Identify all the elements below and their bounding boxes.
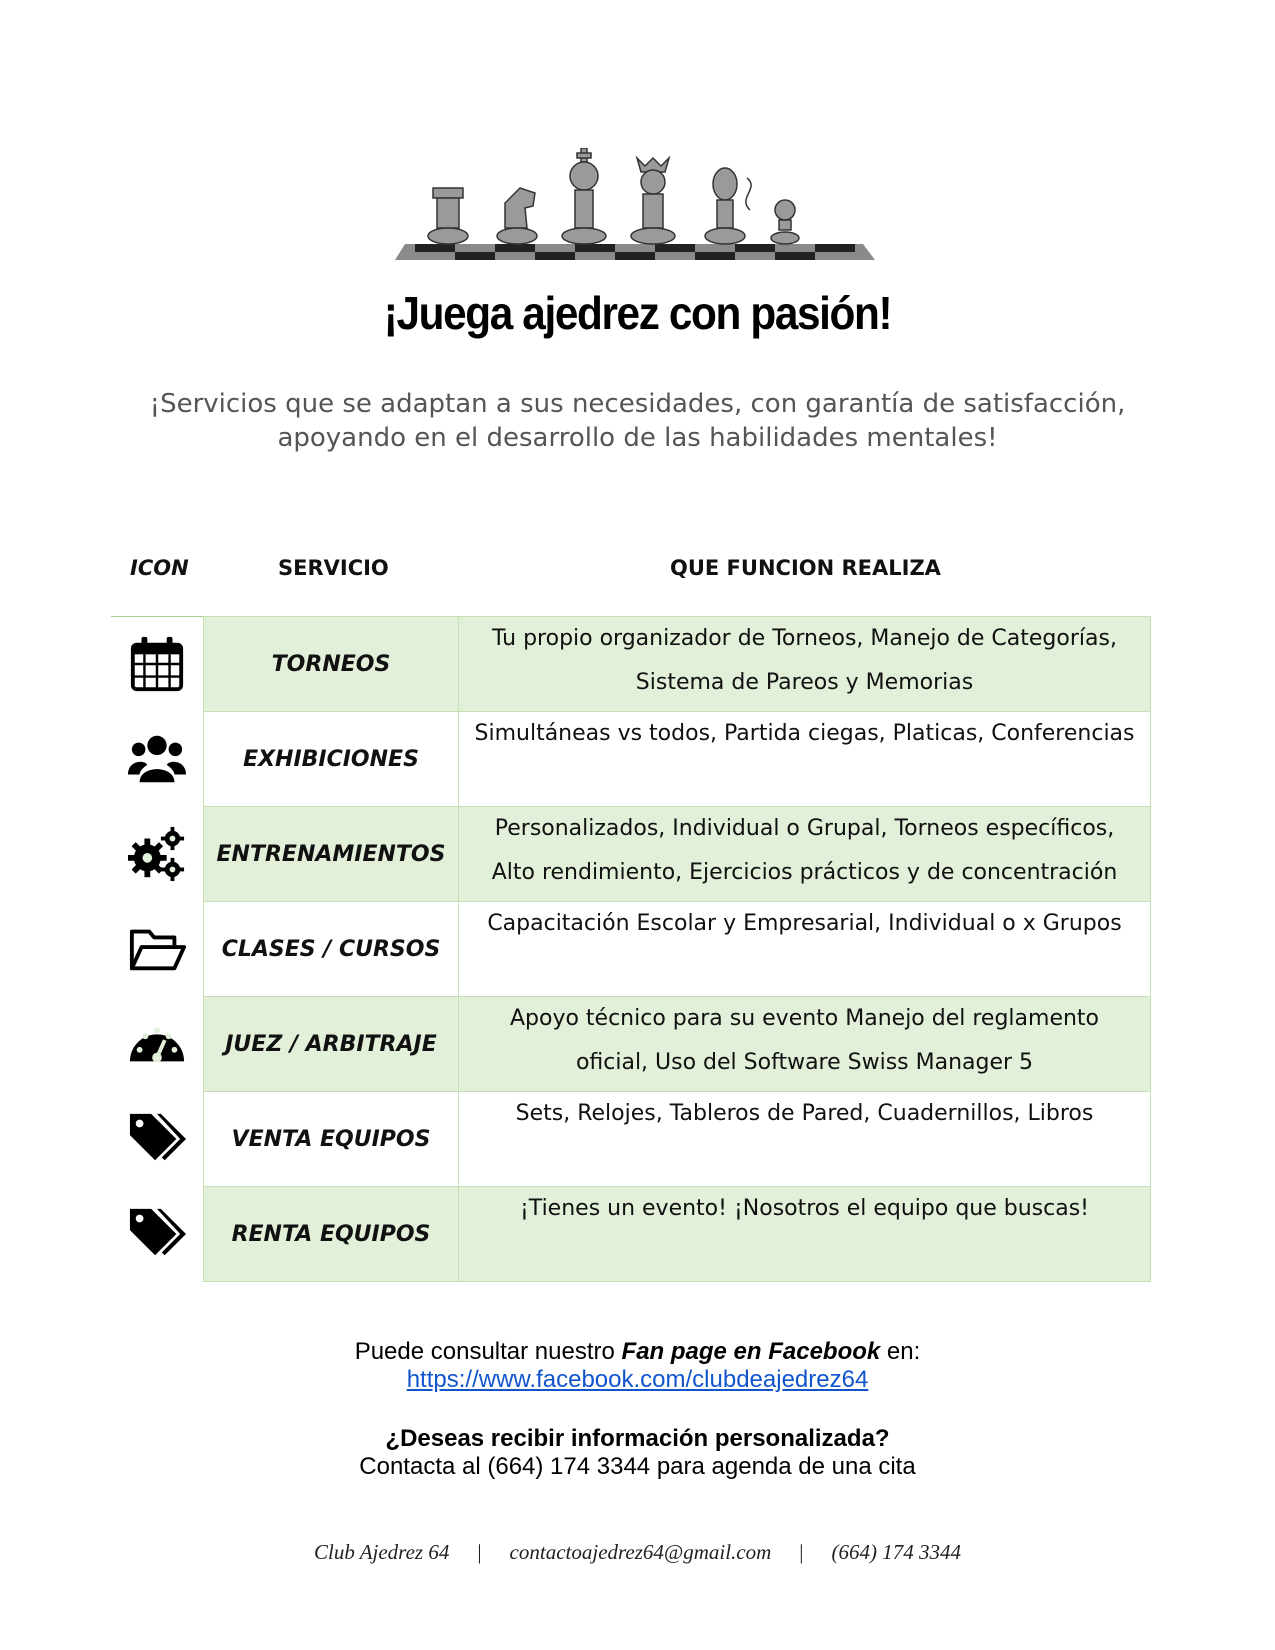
column-header-function: QUE FUNCION REALIZA <box>670 556 941 580</box>
service-name: EXHIBICIONES <box>204 712 459 807</box>
headline: ¡Juega ajedrez con pasión! <box>383 287 892 339</box>
function-line: Sistema de Pareos y Memorias <box>635 670 974 695</box>
function-line: Apoyo técnico para su evento Manejo del reglamento <box>509 1006 1100 1031</box>
function-line: Simultáneas vs todos, Partida ciegas, Platicas, Conferencias <box>474 721 1135 746</box>
facebook-link[interactable]: https://www.facebook.com/clubdeajedrez64 <box>406 1366 869 1393</box>
service-function <box>459 997 1151 1092</box>
service-name: RENTA EQUIPOS <box>204 1187 459 1282</box>
users-icon <box>128 730 186 788</box>
function-line: ¡Tienes un evento! ¡Nosotros el equipo que buscas! <box>519 1196 1089 1221</box>
service-function <box>459 1092 1151 1187</box>
table-row <box>111 997 1151 1092</box>
service-name: ENTRENAMIENTOS <box>204 807 459 902</box>
gauge-icon <box>128 1015 186 1073</box>
footer-email[interactable]: contactoajedrez64@gmail.com <box>509 1540 772 1564</box>
table-row <box>111 807 1151 902</box>
page-footer <box>0 1540 1275 1565</box>
service-function <box>459 807 1151 902</box>
service-name: TORNEOS <box>204 617 459 712</box>
function-line: oficial, Uso del Software Swiss Manager 5 <box>575 1050 1034 1075</box>
service-function <box>459 1187 1151 1282</box>
service-name: JUEZ / ARBITRAJE <box>204 997 459 1092</box>
calendar-icon <box>128 635 186 693</box>
table-row <box>111 617 1151 712</box>
function-line: Sets, Relojes, Tableros de Pared, Cuadernillos, Libros <box>515 1101 1094 1126</box>
services-table <box>111 616 1151 1282</box>
service-name: VENTA EQUIPOS <box>204 1092 459 1187</box>
column-header-icon: ICON <box>130 556 189 580</box>
table-row <box>111 1187 1151 1282</box>
facebook-suffix: en: <box>880 1338 921 1365</box>
service-function <box>459 712 1151 807</box>
column-header-service: SERVICIO <box>278 556 389 580</box>
gears-icon <box>128 825 186 883</box>
footer-separator: | <box>799 1540 804 1564</box>
chess-pieces-logo <box>375 148 895 268</box>
table-row <box>111 1092 1151 1187</box>
footer-phone: (664) 174 3344 <box>831 1540 962 1564</box>
service-function <box>459 617 1151 712</box>
tags-icon <box>128 1110 186 1168</box>
info-question: ¿Deseas recibir información personalizada? <box>385 1425 890 1452</box>
service-name: CLASES / CURSOS <box>204 902 459 997</box>
table-row <box>111 902 1151 997</box>
footer-separator: | <box>477 1540 482 1564</box>
intro-line-1: ¡Servicios que se adaptan a sus necesidades, con garantía de satisfacción, <box>149 389 1126 419</box>
function-line: Personalizados, Individual o Grupal, Torneos específicos, <box>494 816 1115 841</box>
folder-open-icon <box>128 920 186 978</box>
facebook-prefix: Puede consultar nuestro <box>354 1338 622 1365</box>
footer-club-name: Club Ajedrez 64 <box>313 1540 450 1564</box>
intro-text <box>100 387 1175 455</box>
service-function <box>459 902 1151 997</box>
facebook-text <box>0 1338 1275 1366</box>
intro-line-2: apoyando en el desarrollo de las habilidades mentales! <box>277 423 998 453</box>
contact-text: Contacta al (664) 174 3344 para agenda de una cita <box>359 1453 916 1480</box>
table-row <box>111 712 1151 807</box>
facebook-emphasis: Fan page en Facebook <box>621 1338 881 1365</box>
function-line: Alto rendimiento, Ejercicios prácticos y de concentración <box>491 860 1118 885</box>
function-line: Tu propio organizador de Torneos, Manejo de Categorías, <box>492 626 1117 651</box>
function-line: Capacitación Escolar y Empresarial, Individual o x Grupos <box>487 911 1122 936</box>
tags-icon <box>128 1205 186 1263</box>
